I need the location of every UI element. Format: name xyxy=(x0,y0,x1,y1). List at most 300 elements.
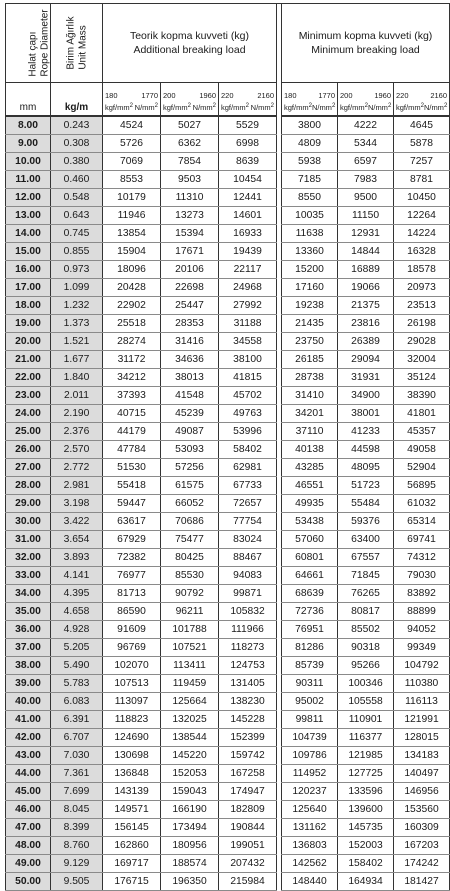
minimum-load-cell: 49058 xyxy=(394,441,450,459)
minimum-load-cell: 19238 xyxy=(282,297,338,315)
unit-mass-cell: 2.011 xyxy=(51,387,103,405)
unit-n: $N/mm^2$ xyxy=(423,103,448,112)
theoretical-load-cell: 59447 xyxy=(103,495,161,513)
rope-breaking-load-table xyxy=(5,3,448,891)
table-row xyxy=(6,423,450,441)
grade-kgf: 180 xyxy=(284,91,297,100)
table-row xyxy=(6,837,450,855)
minimum-load-cell: 55484 xyxy=(338,495,394,513)
minimum-load-cell: 104792 xyxy=(394,657,450,675)
minimum-load-cell: 72736 xyxy=(282,603,338,621)
minimum-load-cell: 23750 xyxy=(282,333,338,351)
unit-mass-cell: 4.141 xyxy=(51,567,103,585)
theoretical-load-cell: 67733 xyxy=(219,477,277,495)
theoretical-load-cell: 45702 xyxy=(219,387,277,405)
table-body xyxy=(6,116,450,891)
minimum-load-cell: 81286 xyxy=(282,639,338,657)
theoretical-load-cell: 31188 xyxy=(219,315,277,333)
rope-diameter-cell: 42.00 xyxy=(6,729,51,747)
theoretical-load-cell: 76977 xyxy=(103,567,161,585)
theoretical-load-cell: 28274 xyxy=(103,333,161,351)
minimum-load-cell: 16328 xyxy=(394,243,450,261)
rope-diameter-cell: 24.00 xyxy=(6,405,51,423)
theoretical-load-cell: 51530 xyxy=(103,459,161,477)
theoretical-load-cell: 25447 xyxy=(161,297,219,315)
minimum-load-cell: 53438 xyxy=(282,513,338,531)
diameter-label-en: Rope Diameter xyxy=(39,8,51,77)
rope-diameter-cell: 17.00 xyxy=(6,279,51,297)
minimum-load-cell: 174242 xyxy=(394,855,450,873)
unit-mass-cell: 6.707 xyxy=(51,729,103,747)
minimum-load-cell: 114952 xyxy=(282,765,338,783)
grade-kgf: 180 xyxy=(105,91,118,100)
rope-diameter-cell: 23.00 xyxy=(6,387,51,405)
theoretical-load-cell: 182809 xyxy=(219,801,277,819)
theoretical-load-cell: 62981 xyxy=(219,459,277,477)
theoretical-load-cell: 125664 xyxy=(161,693,219,711)
theoretical-load-cell: 90792 xyxy=(161,585,219,603)
minimum-load-cell: 5344 xyxy=(338,135,394,153)
grade-n: 2160 xyxy=(430,91,447,100)
theoretical-load-cell: 77754 xyxy=(219,513,277,531)
unit-mass-cell: 1.232 xyxy=(51,297,103,315)
theoretical-load-cell: 38100 xyxy=(219,351,277,369)
theoretical-load-cell: 5726 xyxy=(103,135,161,153)
minimum-load-cell: 14224 xyxy=(394,225,450,243)
minimum-load-cell: 85502 xyxy=(338,621,394,639)
rope-diameter-cell: 22.00 xyxy=(6,369,51,387)
minimum-load-cell: 21375 xyxy=(338,297,394,315)
minimum-load-cell: 15200 xyxy=(282,261,338,279)
theoretical-load-cell: 6362 xyxy=(161,135,219,153)
minimum-load-cell: 18578 xyxy=(394,261,450,279)
theoretical-load-cell: 80425 xyxy=(161,549,219,567)
theoretical-load-cell: 38013 xyxy=(161,369,219,387)
unit-mass-cell: 3.654 xyxy=(51,531,103,549)
minimum-load-cell: 127725 xyxy=(338,765,394,783)
minimum-grade-0-header xyxy=(282,83,338,117)
unit-kgf: kgf/$mm^2$ xyxy=(340,103,368,112)
rope-diameter-cell: 18.00 xyxy=(6,297,51,315)
minimum-load-cell: 40138 xyxy=(282,441,338,459)
table-row xyxy=(6,855,450,873)
rope-diameter-cell: 35.00 xyxy=(6,603,51,621)
rope-diameter-cell: 8.00 xyxy=(6,116,51,135)
rope-diameter-cell: 34.00 xyxy=(6,585,51,603)
minimum-load-cell: 99811 xyxy=(282,711,338,729)
unit-mass-cell: 0.973 xyxy=(51,261,103,279)
table-row xyxy=(6,243,450,261)
theoretical-load-cell: 149571 xyxy=(103,801,161,819)
theoretical-load-cell: 13273 xyxy=(161,207,219,225)
theoretical-load-cell: 152053 xyxy=(161,765,219,783)
minimum-load-cell: 48095 xyxy=(338,459,394,477)
minimum-load-cell: 29094 xyxy=(338,351,394,369)
theoretical-load-cell: 167258 xyxy=(219,765,277,783)
minimum-load-cell: 31410 xyxy=(282,387,338,405)
minimum-load-cell: 181427 xyxy=(394,873,450,891)
minimum-load-cell: 158402 xyxy=(338,855,394,873)
unit-mass-cell: 0.243 xyxy=(51,116,103,135)
theoretical-load-cell: 6998 xyxy=(219,135,277,153)
grade-kgf: 220 xyxy=(396,91,409,100)
theoretical-load-cell: 63617 xyxy=(103,513,161,531)
rope-diameter-cell: 29.00 xyxy=(6,495,51,513)
data-table xyxy=(5,3,450,891)
minimum-load-cell: 41233 xyxy=(338,423,394,441)
minimum-load-cell: 5878 xyxy=(394,135,450,153)
minimum-load-cell: 37110 xyxy=(282,423,338,441)
table-row xyxy=(6,116,450,135)
minimum-load-cell: 146956 xyxy=(394,783,450,801)
unit-n: $N/mm^2$ xyxy=(367,103,392,112)
table-row xyxy=(6,315,450,333)
minimum-load-cell: 7983 xyxy=(338,171,394,189)
minimum-load-cell: 85739 xyxy=(282,657,338,675)
unit-kgf: kgf/$mm^2$ xyxy=(221,103,249,112)
unit-mass-cell: 0.308 xyxy=(51,135,103,153)
minimum-load-cell: 64661 xyxy=(282,567,338,585)
minimum-load-cell: 121991 xyxy=(394,711,450,729)
minimum-load-cell: 12264 xyxy=(394,207,450,225)
unit-mass-cell: 1.677 xyxy=(51,351,103,369)
theoretical-load-cell: 136848 xyxy=(103,765,161,783)
theoretical-load-cell: 145220 xyxy=(161,747,219,765)
minimum-load-cell: 35124 xyxy=(394,369,450,387)
minimum-load-cell: 68639 xyxy=(282,585,338,603)
minimum-load-cell: 14844 xyxy=(338,243,394,261)
minimum-load-cell: 67557 xyxy=(338,549,394,567)
theoretical-load-cell: 159742 xyxy=(219,747,277,765)
table-row xyxy=(6,819,450,837)
theoretical-load-cell: 99871 xyxy=(219,585,277,603)
theoretical-grade-0-header xyxy=(103,83,161,117)
unit-mass-cell: 5.205 xyxy=(51,639,103,657)
unit-mass-cell: 2.772 xyxy=(51,459,103,477)
theoretical-load-cell: 11946 xyxy=(103,207,161,225)
minimum-load-cell: 90318 xyxy=(338,639,394,657)
rope-diameter-cell: 46.00 xyxy=(6,801,51,819)
table-row xyxy=(6,783,450,801)
mass-label-tr: Birim Ağırlık xyxy=(65,15,77,70)
minimum-load-cell: 5938 xyxy=(282,153,338,171)
minimum-load-cell: 61032 xyxy=(394,495,450,513)
theoretical-load-cell: 8639 xyxy=(219,153,277,171)
theoretical-load-cell: 96769 xyxy=(103,639,161,657)
minimum-load-cell: 110380 xyxy=(394,675,450,693)
minimum-grade-2-header xyxy=(394,83,450,117)
table-row xyxy=(6,225,450,243)
minimum-load-cell: 100346 xyxy=(338,675,394,693)
rope-diameter-cell: 20.00 xyxy=(6,333,51,351)
table-row xyxy=(6,675,450,693)
grade-kgf: 200 xyxy=(340,91,353,100)
minimum-load-cell: 26185 xyxy=(282,351,338,369)
theoretical-load-cell: 40715 xyxy=(103,405,161,423)
unit-kgf: kgf/$mm^2$ xyxy=(163,103,191,112)
unit-mass-cell: 4.658 xyxy=(51,603,103,621)
minimum-load-cell: 95266 xyxy=(338,657,394,675)
theoretical-load-cell: 107513 xyxy=(103,675,161,693)
minimum-load-cell: 59376 xyxy=(338,513,394,531)
theoretical-load-cell: 20106 xyxy=(161,261,219,279)
rope-diameter-cell: 10.00 xyxy=(6,153,51,171)
rope-diameter-cell: 26.00 xyxy=(6,441,51,459)
minimum-load-cell: 134183 xyxy=(394,747,450,765)
minimum-load-cell: 10035 xyxy=(282,207,338,225)
theoretical-load-cell: 207432 xyxy=(219,855,277,873)
table-row xyxy=(6,459,450,477)
theoretical-load-cell: 12441 xyxy=(219,189,277,207)
theoretical-load-cell: 22698 xyxy=(161,279,219,297)
theoretical-load-cell: 138544 xyxy=(161,729,219,747)
grade-n: 2160 xyxy=(257,91,274,100)
minimum-load-cell: 167203 xyxy=(394,837,450,855)
table-row xyxy=(6,873,450,891)
unit-mass-cell: 0.855 xyxy=(51,243,103,261)
theoretical-load-cell: 113097 xyxy=(103,693,161,711)
rope-diameter-cell: 36.00 xyxy=(6,621,51,639)
minimum-load-cell: 160309 xyxy=(394,819,450,837)
theoretical-load-cell: 180956 xyxy=(161,837,219,855)
unit-mass-cell: 0.643 xyxy=(51,207,103,225)
theoretical-load-cell: 24968 xyxy=(219,279,277,297)
minimum-load-cell: 56895 xyxy=(394,477,450,495)
minimum-load-cell: 34900 xyxy=(338,387,394,405)
theoretical-load-cell: 31172 xyxy=(103,351,161,369)
minimum-load-cell: 41801 xyxy=(394,405,450,423)
rope-diameter-cell: 21.00 xyxy=(6,351,51,369)
theoretical-load-cell: 5027 xyxy=(161,116,219,135)
rope-diameter-cell: 38.00 xyxy=(6,657,51,675)
minimum-load-cell: 60801 xyxy=(282,549,338,567)
minimum-load-cell: 7257 xyxy=(394,153,450,171)
theoretical-load-cell: 85530 xyxy=(161,567,219,585)
theoretical-load-cell: 34636 xyxy=(161,351,219,369)
minimum-load-cell: 4645 xyxy=(394,116,450,135)
theoretical-load-cell: 81713 xyxy=(103,585,161,603)
unit-mass-cell: 7.699 xyxy=(51,783,103,801)
minimum-load-cell: 116113 xyxy=(394,693,450,711)
minimum-load-cell: 80817 xyxy=(338,603,394,621)
rope-diameter-cell: 16.00 xyxy=(6,261,51,279)
rope-diameter-cell: 41.00 xyxy=(6,711,51,729)
rope-diameter-cell: 28.00 xyxy=(6,477,51,495)
unit-mass-cell: 1.373 xyxy=(51,315,103,333)
theoretical-load-cell: 199051 xyxy=(219,837,277,855)
theoretical-load-cell: 94083 xyxy=(219,567,277,585)
theoretical-load-cell: 9503 xyxy=(161,171,219,189)
table-row xyxy=(6,621,450,639)
theoretical-load-cell: 10454 xyxy=(219,171,277,189)
rope-diameter-cell: 44.00 xyxy=(6,765,51,783)
grade-n: 1960 xyxy=(374,91,391,100)
theoretical-load-cell: 119459 xyxy=(161,675,219,693)
theoretical-load-cell: 83024 xyxy=(219,531,277,549)
theoretical-load-cell: 124753 xyxy=(219,657,277,675)
unit-mass-cell: 3.893 xyxy=(51,549,103,567)
minimum-load-cell: 95002 xyxy=(282,693,338,711)
table-row xyxy=(6,477,450,495)
table-row xyxy=(6,369,450,387)
minimum-load-cell: 21435 xyxy=(282,315,338,333)
theoretical-load-cell: 143139 xyxy=(103,783,161,801)
rope-diameter-cell: 11.00 xyxy=(6,171,51,189)
minimum-load-cell: 79030 xyxy=(394,567,450,585)
table-row xyxy=(6,261,450,279)
table-row xyxy=(6,405,450,423)
theoretical-load-cell: 215984 xyxy=(219,873,277,891)
unit-n: $N/mm^2$ xyxy=(250,103,274,112)
unit-mass-cell: 1.840 xyxy=(51,369,103,387)
table-row xyxy=(6,279,450,297)
minimum-load-cell: 26198 xyxy=(394,315,450,333)
table-row xyxy=(6,351,450,369)
minimum-load-cell: 8550 xyxy=(282,189,338,207)
theoretical-load-cell: 188574 xyxy=(161,855,219,873)
unit-mass-cell: 7.030 xyxy=(51,747,103,765)
minimum-load-cell: 23816 xyxy=(338,315,394,333)
theoretical-load-cell: 4524 xyxy=(103,116,161,135)
rope-diameter-cell: 30.00 xyxy=(6,513,51,531)
unit-n: $N/mm^2$ xyxy=(192,103,216,112)
minimum-load-cell: 109786 xyxy=(282,747,338,765)
minimum-load-cell: 136803 xyxy=(282,837,338,855)
theoretical-load-cell: 5529 xyxy=(219,116,277,135)
minimum-load-cell: 63400 xyxy=(338,531,394,549)
table-row xyxy=(6,171,450,189)
minimum-load-cell: 131162 xyxy=(282,819,338,837)
unit-mass-cell: 2.376 xyxy=(51,423,103,441)
unit-mass-cell: 0.745 xyxy=(51,225,103,243)
table-row xyxy=(6,585,450,603)
table-row xyxy=(6,207,450,225)
minimum-load-cell: 76951 xyxy=(282,621,338,639)
rope-diameter-cell: 13.00 xyxy=(6,207,51,225)
table-row xyxy=(6,441,450,459)
rope-diameter-cell: 37.00 xyxy=(6,639,51,657)
rope-diameter-cell: 50.00 xyxy=(6,873,51,891)
theoretical-load-cell: 159043 xyxy=(161,783,219,801)
theoretical-grade-1-header xyxy=(161,83,219,117)
theoretical-load-cell: 14601 xyxy=(219,207,277,225)
table-row xyxy=(6,531,450,549)
rope-diameter-cell: 40.00 xyxy=(6,693,51,711)
minimum-load-cell: 16889 xyxy=(338,261,394,279)
theoretical-load-cell: 49087 xyxy=(161,423,219,441)
theoretical-load-cell: 118273 xyxy=(219,639,277,657)
minimum-load-cell: 43285 xyxy=(282,459,338,477)
theoretical-load-cell: 67929 xyxy=(103,531,161,549)
rope-diameter-cell: 9.00 xyxy=(6,135,51,153)
minimum-load-cell: 148440 xyxy=(282,873,338,891)
theoretical-load-cell: 105832 xyxy=(219,603,277,621)
theoretical-load-cell: 8553 xyxy=(103,171,161,189)
minimum-load-cell: 12931 xyxy=(338,225,394,243)
minimum-load-cell: 11150 xyxy=(338,207,394,225)
theoretical-load-cell: 17671 xyxy=(161,243,219,261)
minimum-load-cell: 45357 xyxy=(394,423,450,441)
minimum-load-cell: 34201 xyxy=(282,405,338,423)
minimum-load-cell: 69741 xyxy=(394,531,450,549)
rope-diameter-cell: 48.00 xyxy=(6,837,51,855)
minimum-load-cell: 57060 xyxy=(282,531,338,549)
unit-mass-cell: 0.548 xyxy=(51,189,103,207)
theoretical-load-cell: 113411 xyxy=(161,657,219,675)
theoretical-load-cell: 196350 xyxy=(161,873,219,891)
theoretical-load-cell: 10179 xyxy=(103,189,161,207)
theoretical-load-cell: 55418 xyxy=(103,477,161,495)
rope-diameter-cell: 31.00 xyxy=(6,531,51,549)
unit-mass-cell: 2.981 xyxy=(51,477,103,495)
unit-mass-cell: 9.505 xyxy=(51,873,103,891)
theoretical-load-cell: 37393 xyxy=(103,387,161,405)
minimum-load-cell: 153560 xyxy=(394,801,450,819)
table-row xyxy=(6,729,450,747)
theoretical-load-cell: 11310 xyxy=(161,189,219,207)
minimum-load-cell: 116377 xyxy=(338,729,394,747)
minimum-load-cell: 121985 xyxy=(338,747,394,765)
table-row xyxy=(6,765,450,783)
table-row xyxy=(6,567,450,585)
minimum-load-cell: 51723 xyxy=(338,477,394,495)
unit-mass-cell: 3.198 xyxy=(51,495,103,513)
theoretical-load-cell: 173494 xyxy=(161,819,219,837)
theoretical-load-cell: 31416 xyxy=(161,333,219,351)
minimum-load-cell: 145735 xyxy=(338,819,394,837)
rope-diameter-cell: 19.00 xyxy=(6,315,51,333)
theoretical-load-cell: 152399 xyxy=(219,729,277,747)
unit-mass-cell: 3.422 xyxy=(51,513,103,531)
theoretical-load-cell: 96211 xyxy=(161,603,219,621)
unit-mass-cell: 6.083 xyxy=(51,693,103,711)
theoretical-load-cell: 45239 xyxy=(161,405,219,423)
theoretical-load-cell: 41815 xyxy=(219,369,277,387)
minimum-load-cell: 17160 xyxy=(282,279,338,297)
unit-n: $N/mm^2$ xyxy=(311,103,336,112)
rope-diameter-cell: 43.00 xyxy=(6,747,51,765)
rope-diameter-cell: 49.00 xyxy=(6,855,51,873)
theoretical-load-cell: 72657 xyxy=(219,495,277,513)
theoretical-load-cell: 49763 xyxy=(219,405,277,423)
theoretical-load-cell: 22902 xyxy=(103,297,161,315)
table-row xyxy=(6,693,450,711)
theoretical-load-cell: 145228 xyxy=(219,711,277,729)
minimum-load-cell: 110901 xyxy=(338,711,394,729)
rope-diameter-cell: 12.00 xyxy=(6,189,51,207)
theoretical-load-cell: 61575 xyxy=(161,477,219,495)
unit-mass-cell: 4.928 xyxy=(51,621,103,639)
table-row xyxy=(6,495,450,513)
unit-mass-cell: 7.361 xyxy=(51,765,103,783)
minimum-load-header xyxy=(282,4,450,83)
theoretical-load-cell: 66052 xyxy=(161,495,219,513)
rope-diameter-cell: 33.00 xyxy=(6,567,51,585)
minimum-load-cell: 128015 xyxy=(394,729,450,747)
theoretical-load-cell: 86590 xyxy=(103,603,161,621)
theoretical-load-cell: 57256 xyxy=(161,459,219,477)
minimum-load-cell: 23513 xyxy=(394,297,450,315)
table-row xyxy=(6,801,450,819)
theoretical-load-cell: 91609 xyxy=(103,621,161,639)
table-row xyxy=(6,153,450,171)
mass-unit: kg/m xyxy=(51,83,103,117)
minimum-load-cell: 31931 xyxy=(338,369,394,387)
minimum-load-cell: 140497 xyxy=(394,765,450,783)
theoretical-load-header xyxy=(103,4,277,83)
theoretical-load-cell: 174947 xyxy=(219,783,277,801)
minimum-load-cell: 52904 xyxy=(394,459,450,477)
